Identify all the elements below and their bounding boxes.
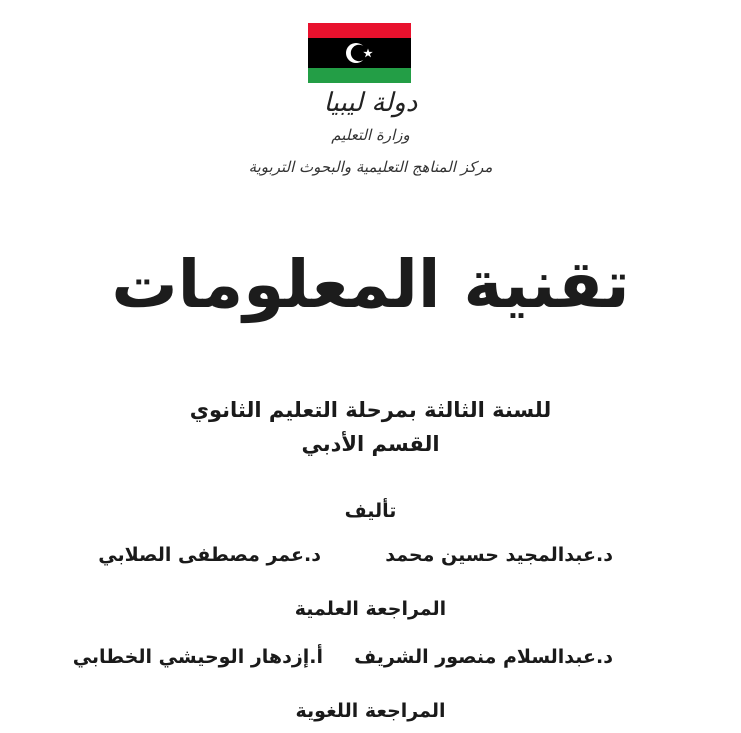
flag-red-stripe bbox=[308, 23, 411, 38]
language-review-label: المراجعة اللغوية bbox=[295, 700, 446, 722]
flag-green-stripe bbox=[308, 68, 411, 83]
reviewer-name: د.عبدالسلام منصور الشريف bbox=[354, 646, 613, 668]
author-name: د.عمر مصطفى الصلابي bbox=[98, 544, 321, 566]
reviewer-name: أ.إزدهار الوحيشي الخطابي bbox=[72, 646, 323, 668]
book-title: تقنية المعلومات bbox=[111, 246, 630, 323]
department: القسم الأدبي bbox=[301, 432, 440, 456]
grade-level: للسنة الثالثة بمرحلة التعليم الثانوي bbox=[189, 398, 552, 422]
authorship-label: تأليف bbox=[344, 500, 397, 522]
libya-flag bbox=[308, 23, 411, 83]
author-name: د.عبدالمجيد حسين محمد bbox=[385, 544, 613, 566]
curriculum-center-name: مركز المناهج التعليمية والبحوث التربوية bbox=[248, 158, 493, 176]
ministry-name: وزارة التعليم bbox=[331, 126, 410, 144]
state-name: دولة ليبيا bbox=[323, 88, 418, 118]
scientific-review-label: المراجعة العلمية bbox=[294, 598, 447, 620]
